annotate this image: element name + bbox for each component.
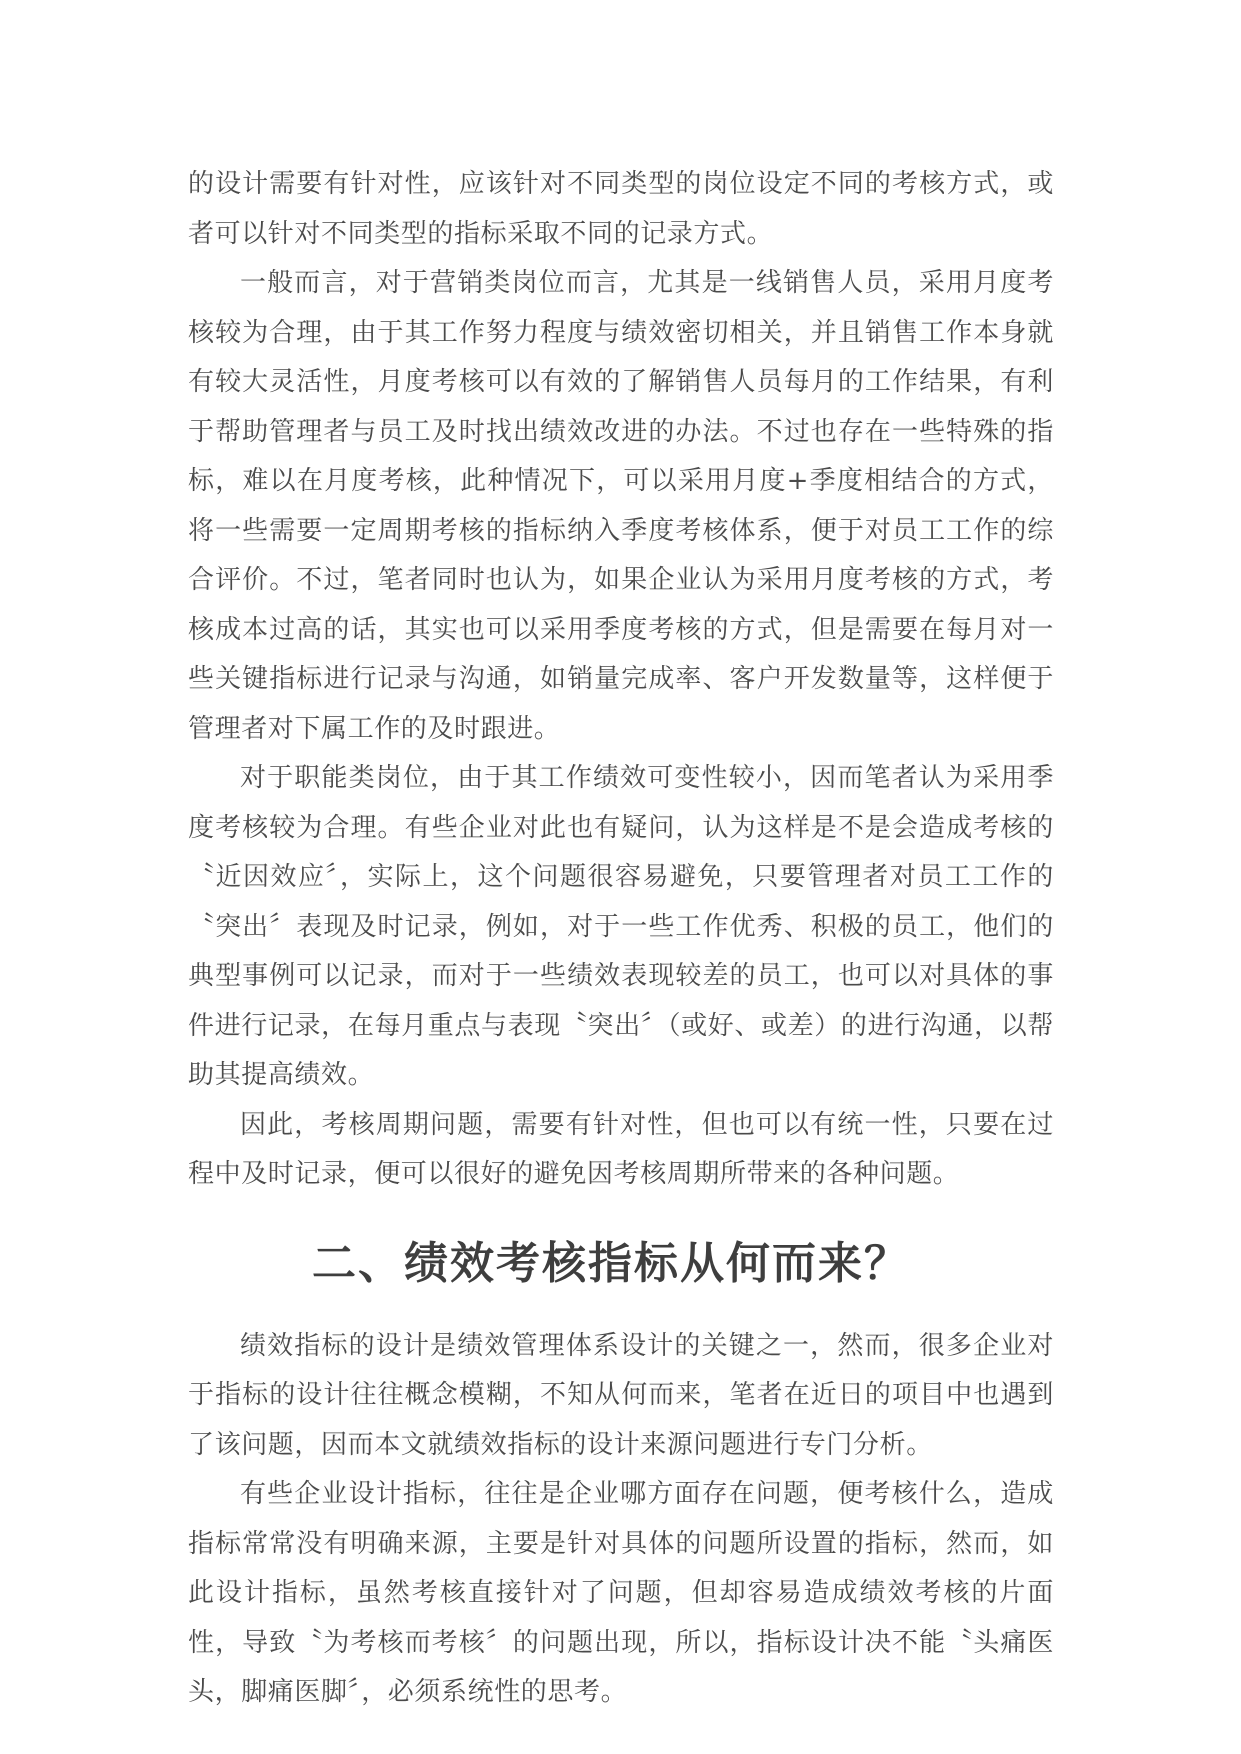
paragraph-conclusion: 因此，考核周期问题，需要有针对性，但也可以有统一性，只要在过程中及时记录，便可以很好的避免因考核周期所带来的各种问题。 xyxy=(188,1109,1054,1189)
paragraph-systematic-thinking: 有些企业设计指标，往往是企业哪方面存在问题，便考核什么，造成指标常常没有明确来源，主要是针对具体的问题所设置的指标，然而，如此设计指标，虽然考核直接针对了问题，但却容易造成绩效考核的片面性，导致〝为考核而考核〞的问题出现，所以，指标设计决不能〝头痛医头，脚痛医脚〞，必须系统性的思考。 xyxy=(188,1479,1054,1707)
section-indicator-source xyxy=(188,1322,1054,1718)
paragraph-continued: 的设计需要有针对性，应该针对不同类型的岗位设定不同的考核方式，或者可以针对不同类型的指标采取不同的记录方式。 xyxy=(188,169,1054,249)
document-page xyxy=(188,150,1054,1718)
section-assessment-cycle xyxy=(188,160,1054,1200)
paragraph-indicator-design: 绩效指标的设计是绩效管理体系设计的关键之一，然而，很多企业对于指标的设计往往概念模糊，不知从何而来，笔者在近日的项目中也遇到了该问题，因而本文就绩效指标的设计来源问题进行专门分析。 xyxy=(188,1330,1054,1460)
section-heading: 二、绩效考核指标从何而来？ xyxy=(312,1237,910,1289)
paragraph-sales-positions: 一般而言，对于营销类岗位而言，尤其是一线销售人员，采用月度考核较为合理，由于其工作努力程度与绩效密切相关，并且销售工作本身就有较大灵活性，月度考核可以有效的了解销售人员每月的工作结果，有利于帮助管理者与员工及时找出绩效改进的办法。不过也存在一些特殊的指标，难以在月度考核，此种情况下，可以采用月度+季度相结合的方式，将一些需要一定周期考核的指标纳入季度考核体系，便于对员工工作的综合评价。不过，笔者同时也认为，如果企业认为采用月度考核的方式，考核成本过高的话，其实也可以采用季度考核的方式，但是需要在每月对一些关键指标进行记录与沟通，如销量完成率、客户开发数量等，这样便于管理者对下属工作的及时跟进。 xyxy=(188,268,1054,744)
paragraph-functional-positions: 对于职能类岗位，由于其工作绩效可变性较小，因而笔者认为采用季度考核较为合理。有些企业对此也有疑问，认为这样是不是会造成考核的〝近因效应〞，实际上，这个问题很容易避免，只要管理者对员工工作的〝突出〞表现及时记录，例如，对于一些工作优秀、积极的员工，他们的典型事例可以记录，而对于一些绩效表现较差的员工，也可以对具体的事件进行记录，在每月重点与表现〝突出〞（或好、或差）的进行沟通，以帮助其提高绩效。 xyxy=(188,763,1054,1090)
